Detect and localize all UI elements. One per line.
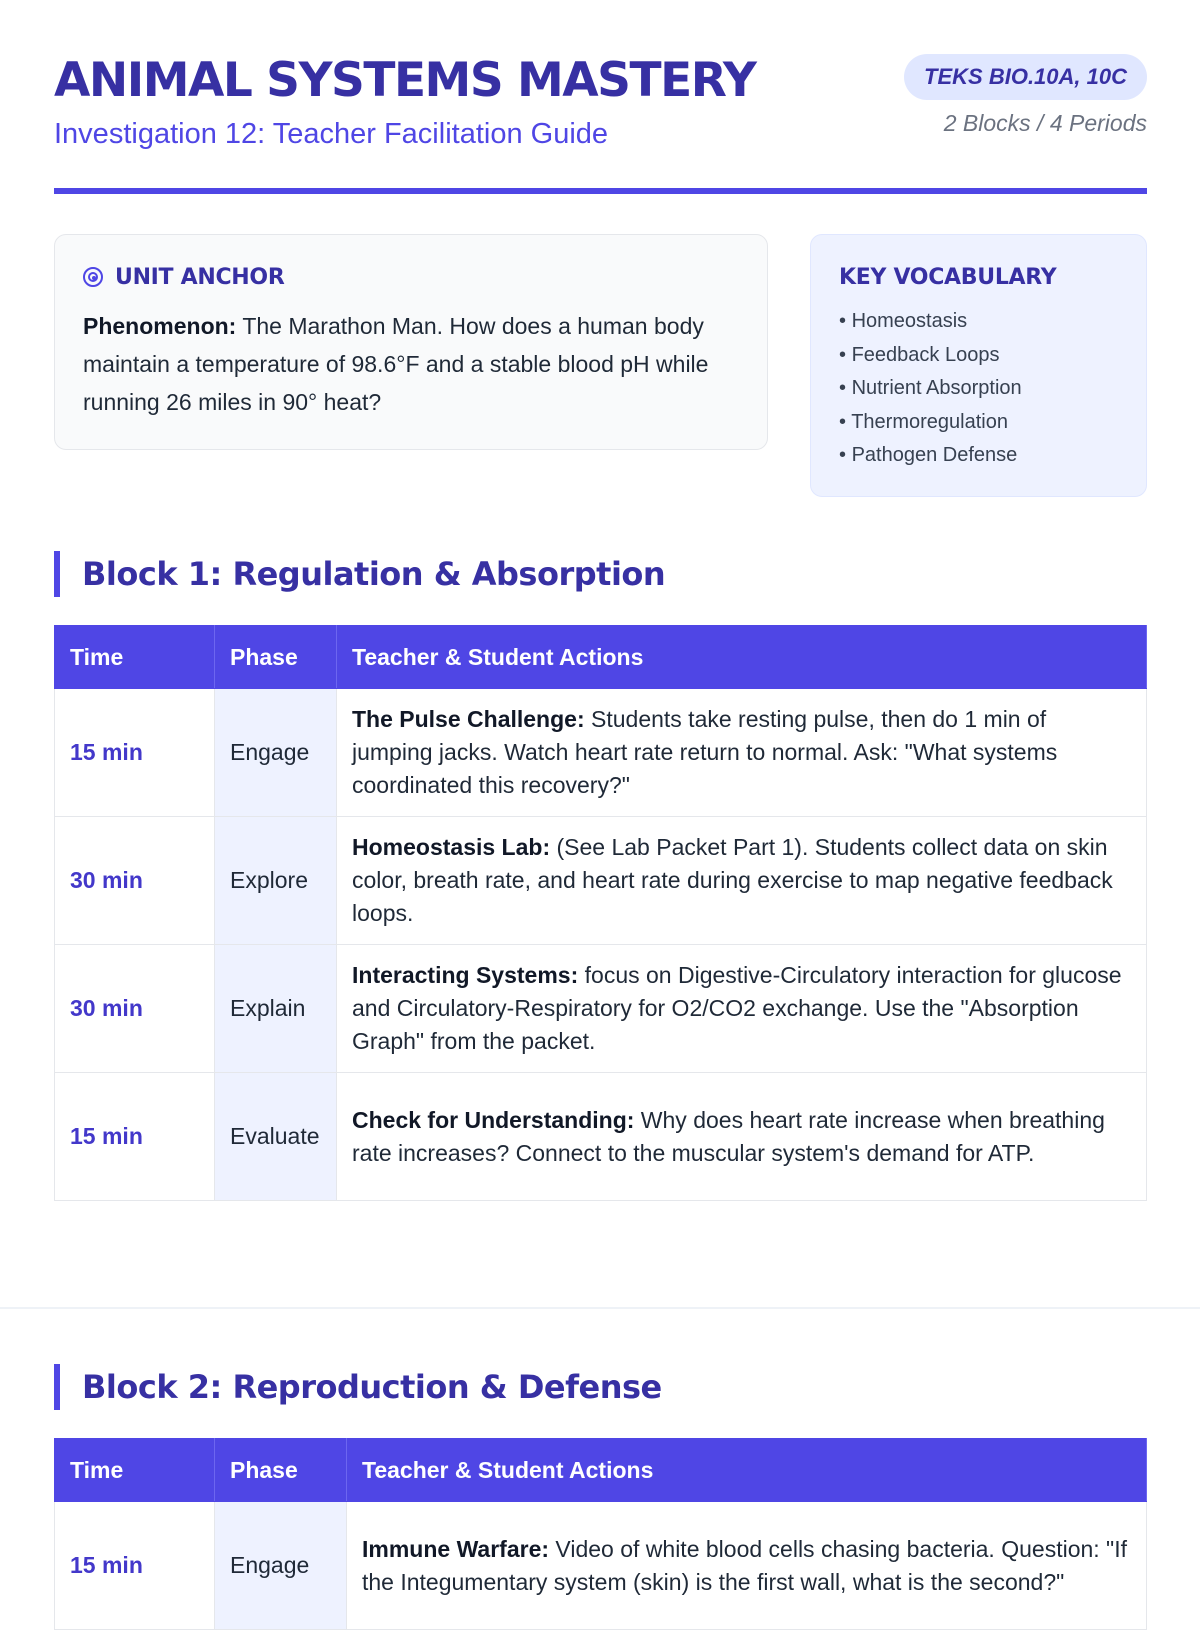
phenomenon-label: Phenomenon: xyxy=(83,313,237,339)
action-label: Homeostasis Lab: xyxy=(352,834,551,860)
page-subtitle: Investigation 12: Teacher Facilitation Guide xyxy=(54,118,609,150)
vocab-item: • Feedback Loops xyxy=(839,339,1118,373)
row-phase: Engage xyxy=(215,1502,347,1630)
unit-anchor-header xyxy=(83,259,739,295)
action-label: Check for Understanding: xyxy=(352,1106,635,1133)
action-label: Interacting Systems: xyxy=(352,962,579,988)
key-vocabulary-header xyxy=(839,259,1118,295)
row-phase: Explain xyxy=(215,945,337,1073)
table-row xyxy=(55,1073,1147,1201)
row-phase: Evaluate xyxy=(215,1073,337,1201)
vocab-item: • Homeostasis xyxy=(839,305,1118,339)
col-actions: Teacher & Student Actions xyxy=(347,1439,1147,1502)
action-text: Students take resting pulse, then do 1 min of jumping jacks. Watch heart rate return to normal. Ask: "What systems coordinated this recovery?" xyxy=(352,706,1058,798)
col-time: Time xyxy=(55,626,215,689)
block1-table xyxy=(54,625,1147,1201)
row-time: 30 min xyxy=(55,945,215,1073)
phenomenon-text xyxy=(83,307,739,421)
page-divider xyxy=(0,1307,1200,1309)
vocab-list xyxy=(839,305,1118,473)
row-actions xyxy=(347,1502,1147,1630)
col-phase: Phase xyxy=(215,626,337,689)
page-title: ANIMAL SYSTEMS MASTERY xyxy=(54,53,756,108)
row-actions xyxy=(337,1073,1147,1201)
key-vocabulary-title: KEY VOCABULARY xyxy=(839,264,1057,290)
teks-badge: TEKS BIO.10A, 10C xyxy=(904,54,1147,100)
block2-table xyxy=(54,1438,1147,1630)
action-text: (See Lab Packet Part 1). Students collect data on skin color, breath rate, and heart rate during exercise to map negative feedback loops. xyxy=(352,834,1113,926)
action-text: focus on Digestive-Circulatory interaction for glucose and Circulatory-Respiratory for O2/CO2 exchange. Use the "Absorption Graph" from the packet. xyxy=(352,962,1122,1054)
action-label: Immune Warfare: xyxy=(362,1535,550,1562)
blocks-info: 2 Blocks / 4 Periods xyxy=(943,110,1147,136)
table-row xyxy=(55,1502,1147,1630)
row-time: 15 min xyxy=(55,1502,215,1630)
vocab-item: • Nutrient Absorption xyxy=(839,372,1118,406)
table-row xyxy=(55,817,1147,945)
block2-heading: Block 2: Reproduction & Defense xyxy=(54,1364,662,1410)
table-row xyxy=(55,689,1147,817)
row-phase: Explore xyxy=(215,817,337,945)
vocab-item: • Thermoregulation xyxy=(839,406,1118,440)
col-actions: Teacher & Student Actions xyxy=(337,626,1147,689)
page-header xyxy=(54,52,1147,194)
row-actions xyxy=(337,945,1147,1073)
action-text: Why does heart rate increase when breathing rate increases? Connect to the muscular system's demand for ATP. xyxy=(352,1106,1105,1166)
row-time: 15 min xyxy=(55,689,215,817)
action-text: Video of white blood cells chasing bacteria. Question: "If the Integumentary system (skin) is the first wall, what is the second?" xyxy=(362,1535,1127,1595)
row-actions xyxy=(337,689,1147,817)
table-header-row xyxy=(55,626,1147,689)
row-phase: Engage xyxy=(215,689,337,817)
table-header-row xyxy=(55,1439,1147,1502)
col-phase: Phase xyxy=(215,1439,347,1502)
block1-heading: Block 1: Regulation & Absorption xyxy=(54,551,665,597)
row-time: 30 min xyxy=(55,817,215,945)
phenomenon-body: The Marathon Man. How does a human body maintain a temperature of 98.6°F and a stable blood pH while running 26 miles in 90° heat? xyxy=(83,313,709,415)
action-label: The Pulse Challenge: xyxy=(352,706,585,732)
vocab-item: • Pathogen Defense xyxy=(839,439,1118,473)
unit-anchor-card xyxy=(54,234,768,450)
target-icon xyxy=(83,267,103,287)
row-actions xyxy=(337,817,1147,945)
row-time: 15 min xyxy=(55,1073,215,1201)
col-time: Time xyxy=(55,1439,215,1502)
table-row xyxy=(55,945,1147,1073)
unit-anchor-title: UNIT ANCHOR xyxy=(115,264,285,290)
key-vocabulary-card xyxy=(810,234,1147,497)
